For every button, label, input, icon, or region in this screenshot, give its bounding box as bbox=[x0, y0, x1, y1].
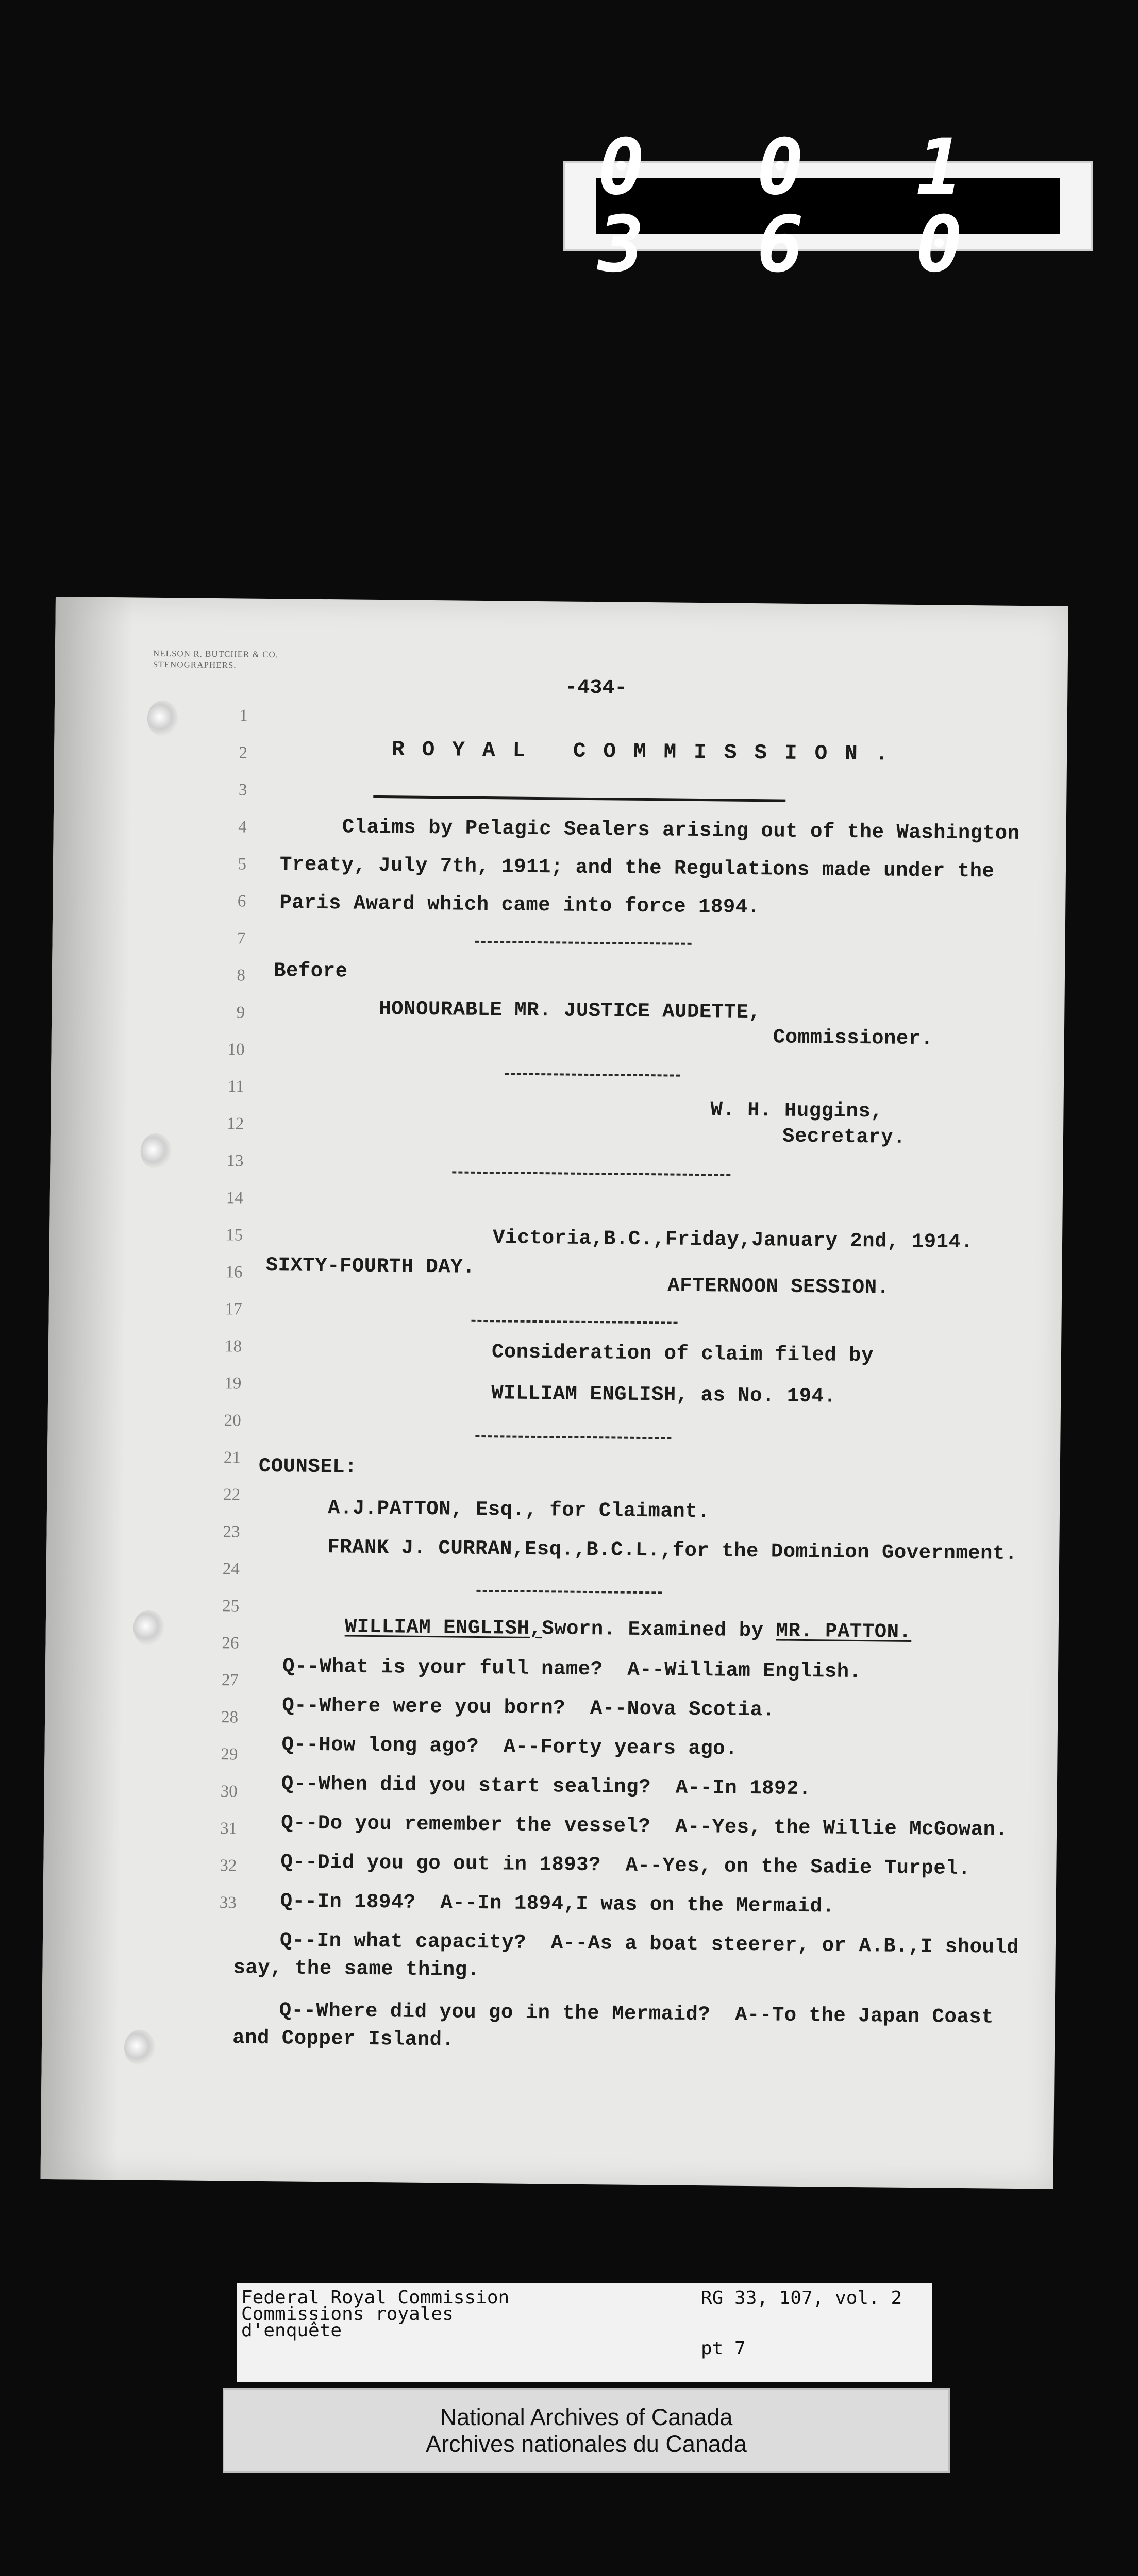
document-sheet bbox=[41, 597, 1068, 2189]
line-number: 31 bbox=[220, 1819, 238, 1838]
line-number: 28 bbox=[221, 1708, 239, 1727]
punch-hole bbox=[147, 701, 178, 737]
archive-series-line: d'enquête bbox=[241, 2320, 342, 2341]
frame-number: 0 0 1 3 6 0 bbox=[598, 123, 996, 290]
line-numbers bbox=[212, 706, 248, 1912]
line-number: 1 bbox=[239, 706, 248, 725]
testimony-line: Q--Did you go out in 1893? A--Yes, on the Sadie Turpel. bbox=[280, 1851, 971, 1880]
line-number: 21 bbox=[223, 1448, 241, 1467]
line-number: 20 bbox=[224, 1411, 241, 1430]
before-label: Before bbox=[273, 959, 348, 983]
line-number: 12 bbox=[227, 1114, 244, 1133]
sheet-edge-shadow bbox=[41, 597, 133, 2180]
punch-hole bbox=[133, 1610, 164, 1647]
archive-reference-label bbox=[237, 2283, 932, 2382]
printer-imprint bbox=[153, 648, 278, 671]
section-divider bbox=[472, 1320, 678, 1324]
testimony-line: Q--Do you remember the vessel? A--Yes, the Willie McGowan. bbox=[280, 1811, 1008, 1841]
section-divider bbox=[476, 1590, 662, 1594]
section-divider bbox=[475, 1435, 671, 1439]
line-number: 9 bbox=[236, 1003, 245, 1022]
line-number: 8 bbox=[237, 966, 246, 985]
line-number: 18 bbox=[224, 1337, 242, 1356]
secretary-name: W. H. Huggins, bbox=[710, 1098, 883, 1123]
archives-name-en: National Archives of Canada bbox=[440, 2404, 733, 2430]
line-number: 15 bbox=[225, 1226, 243, 1245]
examiner-name: MR. PATTON. bbox=[776, 1619, 912, 1644]
line-number: 19 bbox=[224, 1374, 242, 1393]
line-number: 30 bbox=[220, 1782, 238, 1801]
title-rule bbox=[373, 795, 785, 802]
frame-number-plate bbox=[563, 123, 1093, 290]
claims-line: Paris Award which came into force 1894. bbox=[279, 891, 760, 919]
testimony-line: Q--In 1894? A--In 1894,I was on the Mermaid. bbox=[280, 1890, 835, 1918]
testimony-line: Q--What is your full name? A--William English. bbox=[282, 1655, 862, 1684]
claims-line: Treaty, July 7th, 1911; and the Regulations made under the bbox=[279, 853, 995, 883]
archive-reference: RG 33, 107, vol. 2 bbox=[701, 2287, 902, 2309]
section-divider bbox=[505, 1073, 680, 1076]
sworn-text: Sworn. Examined by bbox=[542, 1617, 776, 1642]
line-number: 11 bbox=[227, 1077, 245, 1096]
archives-banner bbox=[223, 2388, 950, 2473]
testimony-line: Q--How long ago? A--Forty years ago. bbox=[281, 1733, 738, 1760]
day-label: SIXTY-FOURTH DAY. bbox=[265, 1253, 476, 1279]
commissioner-name: HONOURABLE MR. JUSTICE AUDETTE, bbox=[379, 997, 761, 1024]
line-number: 17 bbox=[225, 1300, 242, 1319]
session-label: AFTERNOON SESSION. bbox=[667, 1274, 890, 1299]
section-divider bbox=[475, 941, 692, 945]
archive-series-line: Federal Royal Commission bbox=[241, 2287, 510, 2308]
archives-name-fr: Archives nationales du Canada bbox=[426, 2431, 747, 2457]
claims-line: Claims by Pelagic Sealers arising out of the Washington bbox=[342, 816, 1020, 845]
secretary-title: Secretary. bbox=[782, 1125, 906, 1149]
line-number: 32 bbox=[220, 1856, 237, 1875]
testimony-line: Q--Where were you born? A--Nova Scotia. bbox=[282, 1694, 775, 1722]
line-number: 24 bbox=[222, 1560, 240, 1579]
line-number: 5 bbox=[238, 855, 247, 874]
counsel-government: FRANK J. CURRAN,Esq.,B.C.L.,for the Dominion Government. bbox=[327, 1536, 1018, 1565]
consideration-line: Consideration of claim filed by bbox=[491, 1341, 874, 1367]
punch-hole bbox=[140, 1133, 172, 1170]
testimony-line: Q--In what capacity? A--As a boat steerer, or A.B.,I should bbox=[279, 1929, 1019, 1959]
line-number: 26 bbox=[222, 1634, 239, 1653]
testimony-line: Q--Where did you go in the Mermaid? A--To the Japan Coast bbox=[279, 1999, 994, 2029]
printer-name: NELSON R. BUTCHER & CO. bbox=[153, 648, 279, 660]
sworn-line bbox=[345, 1615, 912, 1643]
testimony-line: Q--When did you start sealing? A--In 1892. bbox=[281, 1772, 811, 1801]
section-divider bbox=[452, 1171, 730, 1176]
line-number: 23 bbox=[223, 1522, 240, 1541]
line-number: 25 bbox=[222, 1597, 240, 1616]
line-number: 22 bbox=[223, 1485, 241, 1504]
date-line: Victoria,B.C.,Friday,January 2nd, 1914. bbox=[492, 1226, 974, 1254]
archive-series-line: Commissions royales bbox=[241, 2303, 454, 2325]
line-number: 2 bbox=[239, 743, 248, 762]
printer-trade: STENOGRAPHERS. bbox=[153, 659, 237, 670]
counsel-claimant: A.J.PATTON, Esq., for Claimant. bbox=[327, 1497, 710, 1523]
line-number: 4 bbox=[238, 818, 247, 837]
line-number: 29 bbox=[221, 1745, 238, 1764]
punch-hole bbox=[124, 2029, 156, 2066]
line-number: 3 bbox=[238, 781, 247, 800]
line-number: 6 bbox=[237, 892, 246, 911]
line-number: 16 bbox=[225, 1263, 243, 1282]
line-number: 33 bbox=[219, 1893, 237, 1912]
witness-name: WILLIAM ENGLISH, bbox=[344, 1615, 542, 1640]
page-number: -434- bbox=[565, 676, 627, 700]
line-number: 10 bbox=[227, 1040, 245, 1059]
testimony-line: and Copper Island. bbox=[232, 2026, 455, 2052]
archive-part: pt 7 bbox=[701, 2338, 746, 2359]
line-number: 14 bbox=[226, 1189, 243, 1208]
claimant-line: WILLIAM ENGLISH, as No. 194. bbox=[491, 1382, 836, 1408]
counsel-label: COUNSEL: bbox=[258, 1454, 358, 1479]
line-number: 27 bbox=[221, 1671, 239, 1690]
line-number: 13 bbox=[226, 1151, 244, 1171]
line-number: 7 bbox=[237, 929, 246, 948]
document-title: ROYAL COMMISSION. bbox=[391, 738, 906, 767]
testimony-line: say, the same thing. bbox=[233, 1956, 480, 1982]
commissioner-title: Commissioner. bbox=[773, 1026, 933, 1050]
